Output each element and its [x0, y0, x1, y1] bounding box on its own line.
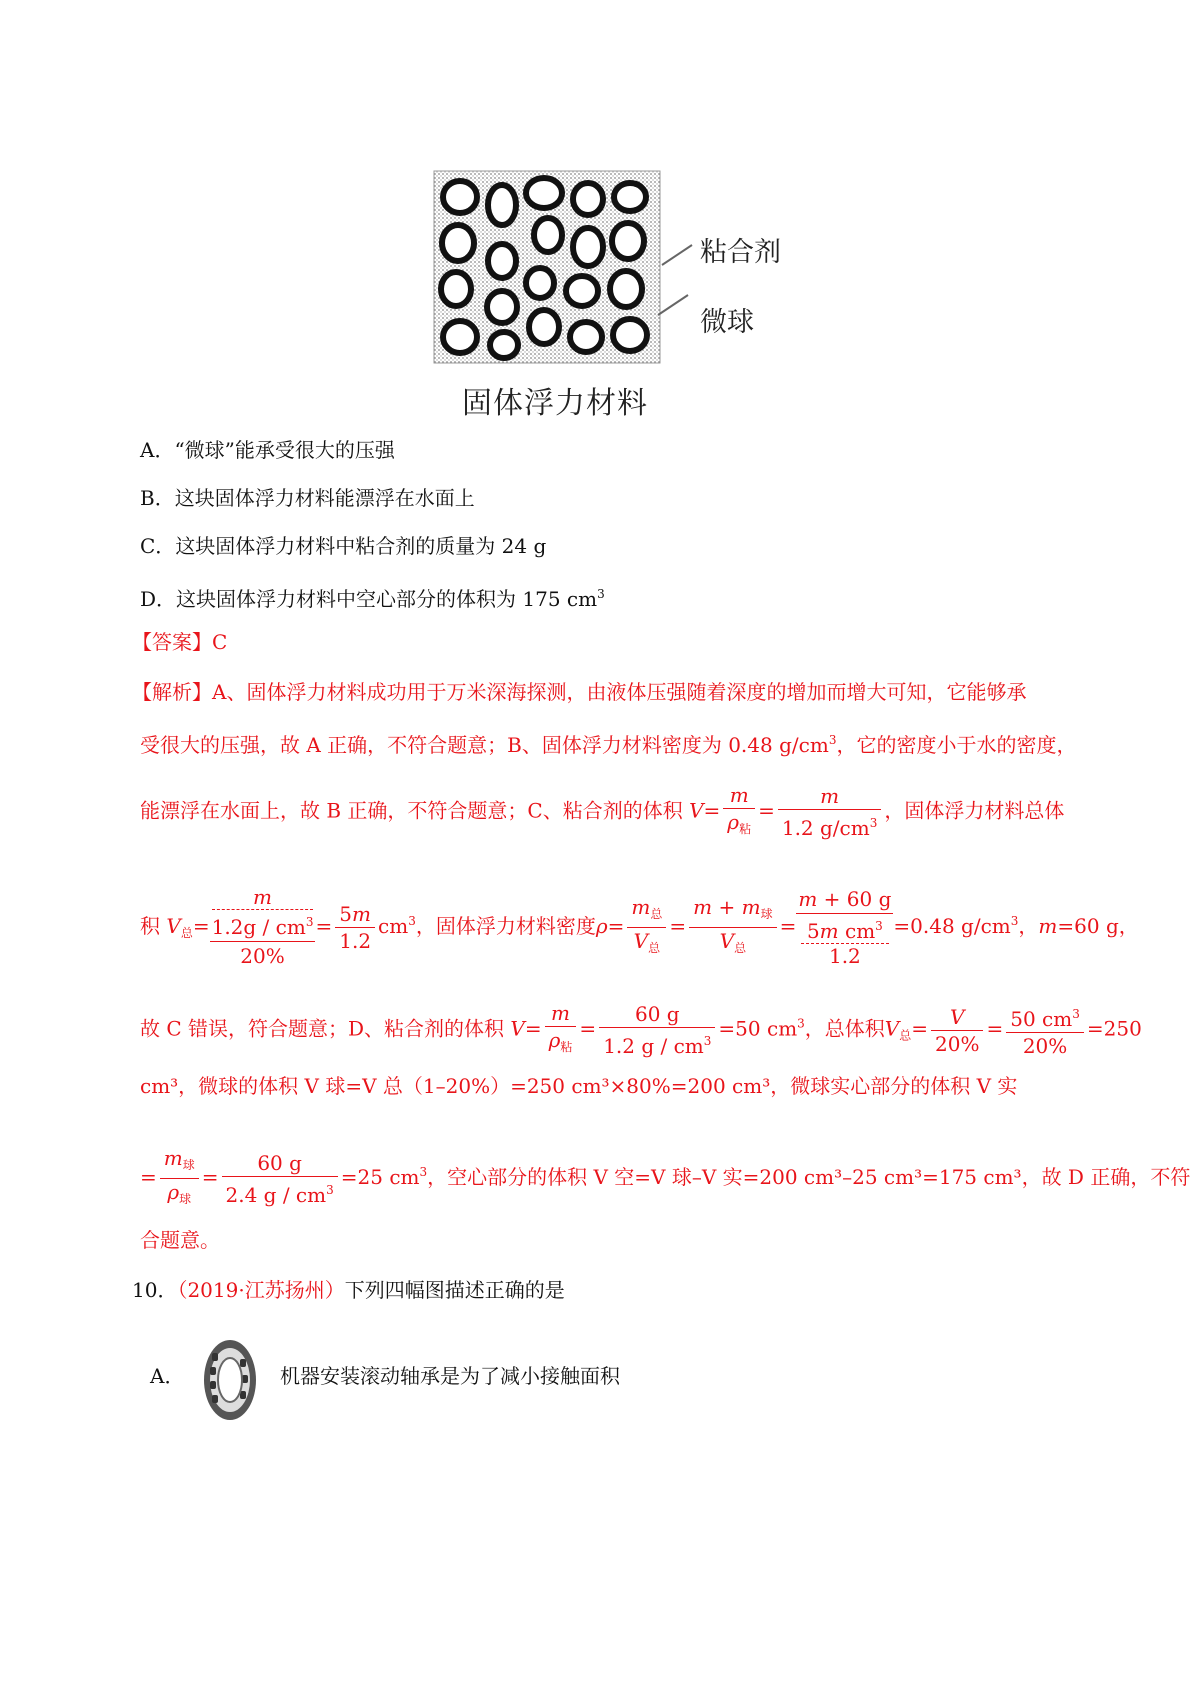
q10-option-a-text: 机器安装滚动轴承是为了减小接触面积 — [280, 1364, 620, 1388]
analysis-line-2: 受很大的压强，故 A 正确，不符合题意；B、固体浮力材料密度为 0.48 $g/cm^3$，它的密度小于水的密度， — [140, 733, 1077, 757]
q10-option-a-letter: A． — [150, 1364, 185, 1388]
option-d: D．这块固体浮力材料中空心部分的体积为 175 $cm^3$ — [140, 587, 605, 611]
option-a: A．“微球”能承受很大的压强 — [140, 438, 395, 462]
analysis-line-6: cm³，微球的体积 V 球=V 总（1–20%）=250 cm³×80%=200 cm³，微球实心部分的体积 V 实 — [140, 1074, 1018, 1098]
option-b: B．这块固体浮力材料能漂浮在水面上 — [140, 486, 475, 510]
analysis-line-8: 合题意。 — [140, 1228, 220, 1252]
option-c: C．这块固体浮力材料中粘合剂的质量为 24 g — [140, 534, 547, 558]
microsphere-label: 微球 — [700, 307, 754, 338]
analysis-line-5: 故 C 错误，符合题意；D、粘合剂的体积 V= $\frac{m}{\rho_粘}$ = $\frac{60 g}{1.2 g / cm^3}$ =50 $cm^3$，总体积$V_总=$ $\frac{V}{20\%}$ = $\frac{50 cm^3}{20\%}$ =250 — [140, 1001, 1142, 1058]
analysis-line-1: 【解析】A、固体浮力材料成功用于万米深海探测，由液体压强随着深度的增加而增大可知，它能够承 — [132, 680, 1027, 704]
binder-label: 粘合剂 — [700, 237, 781, 268]
rolling-bearing-icon — [200, 1335, 260, 1425]
figure-caption: 固体浮力材料 — [462, 386, 648, 421]
analysis-line-4: 积 $V_总=$ $\frac{\frac{m}{1.2g / cm^3}}{20\%}=$ $\frac{5m}{1.2}$ $cm^3$，固体浮力材料密度ρ= $\frac{m_总}{V_总}$ = $\frac{m + m_球}{V_总}$ = $\frac{m + 60 g}{\frac{5m cm^3}{1.2}}$ =0.48 $g/cm^3$，m=60 g， — [140, 885, 1139, 968]
question-10: 10．（2019·江苏扬州）下列四幅图描述正确的是 — [132, 1278, 565, 1302]
analysis-line-3: 能漂浮在水面上，故 B 正确，不符合题意；C、粘合剂的体积 V= $\frac{m}{\rho_粘}$ = $\frac{m}{1.2 g/cm^3}$ ，固体浮力材料总体 — [140, 783, 1065, 840]
analysis-line-7: = $\frac{m_球}{\rho_球}$ = $\frac{60 g}{2.4 g / cm^3}$ =25 $cm^3$，空心部分的体积 V 空=V 球–V 实=200 cm³–25 cm³=175 cm³，故 D 正确，不符 — [140, 1146, 1191, 1207]
answer-line: 【答案】C — [132, 630, 228, 654]
